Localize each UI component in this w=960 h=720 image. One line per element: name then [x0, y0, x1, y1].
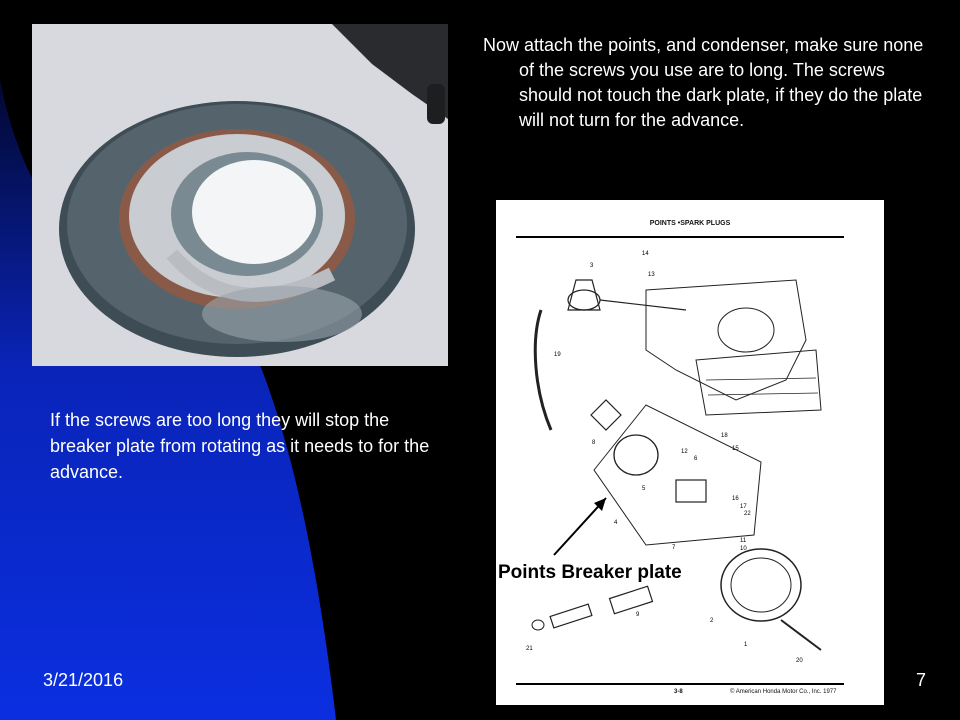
part-label: 11 — [740, 538, 747, 544]
diagram-copyright: © American Honda Motor Co., Inc. 1977 — [730, 689, 837, 695]
part-label: 1 — [744, 642, 748, 648]
part-label: 7 — [672, 545, 676, 551]
slide-number: 7 — [916, 670, 927, 690]
footer-date: 3/21/2016 — [43, 670, 124, 690]
warning-paragraph: If the screws are too long they will stop the breaker plate from rotating as it needs to for the advance. — [50, 410, 430, 482]
part-label: 22 — [744, 511, 751, 517]
diagram-drawing — [496, 200, 884, 705]
part-label: 16 — [732, 496, 739, 502]
part-label: 2 — [710, 618, 714, 624]
part-label: 9 — [636, 612, 640, 618]
part-label: 20 — [796, 658, 803, 664]
part-label: 5 — [642, 486, 646, 492]
breaker-plate-photo — [32, 24, 448, 366]
diagram-header: POINTS •SPARK PLUGS — [649, 220, 731, 227]
exploded-parts-diagram — [496, 200, 884, 705]
diagram-page-number: 3-8 — [674, 689, 683, 695]
instruction-text — [483, 33, 933, 133]
part-label: 14 — [642, 251, 649, 257]
part-label: 21 — [526, 646, 533, 652]
part-label: 15 — [732, 446, 739, 452]
part-label: 6 — [694, 456, 698, 462]
part-label: 17 — [740, 504, 747, 510]
breaker-plate-callout: Points Breaker plate — [498, 562, 682, 583]
part-label: 3 — [590, 263, 594, 269]
part-label: 10 — [740, 546, 747, 552]
instruction-paragraph: Now attach the points, and condenser, make sure none of the screws you use are to long. The screws should not touch the dark plate, if they do the plate will not turn for the advance. — [483, 35, 924, 130]
part-label: 18 — [721, 433, 728, 439]
part-label: 19 — [554, 352, 561, 358]
warning-text — [50, 407, 440, 485]
part-label: 12 — [681, 449, 688, 455]
part-label: 4 — [614, 520, 618, 526]
part-label: 13 — [648, 272, 655, 278]
part-label: 8 — [592, 440, 596, 446]
